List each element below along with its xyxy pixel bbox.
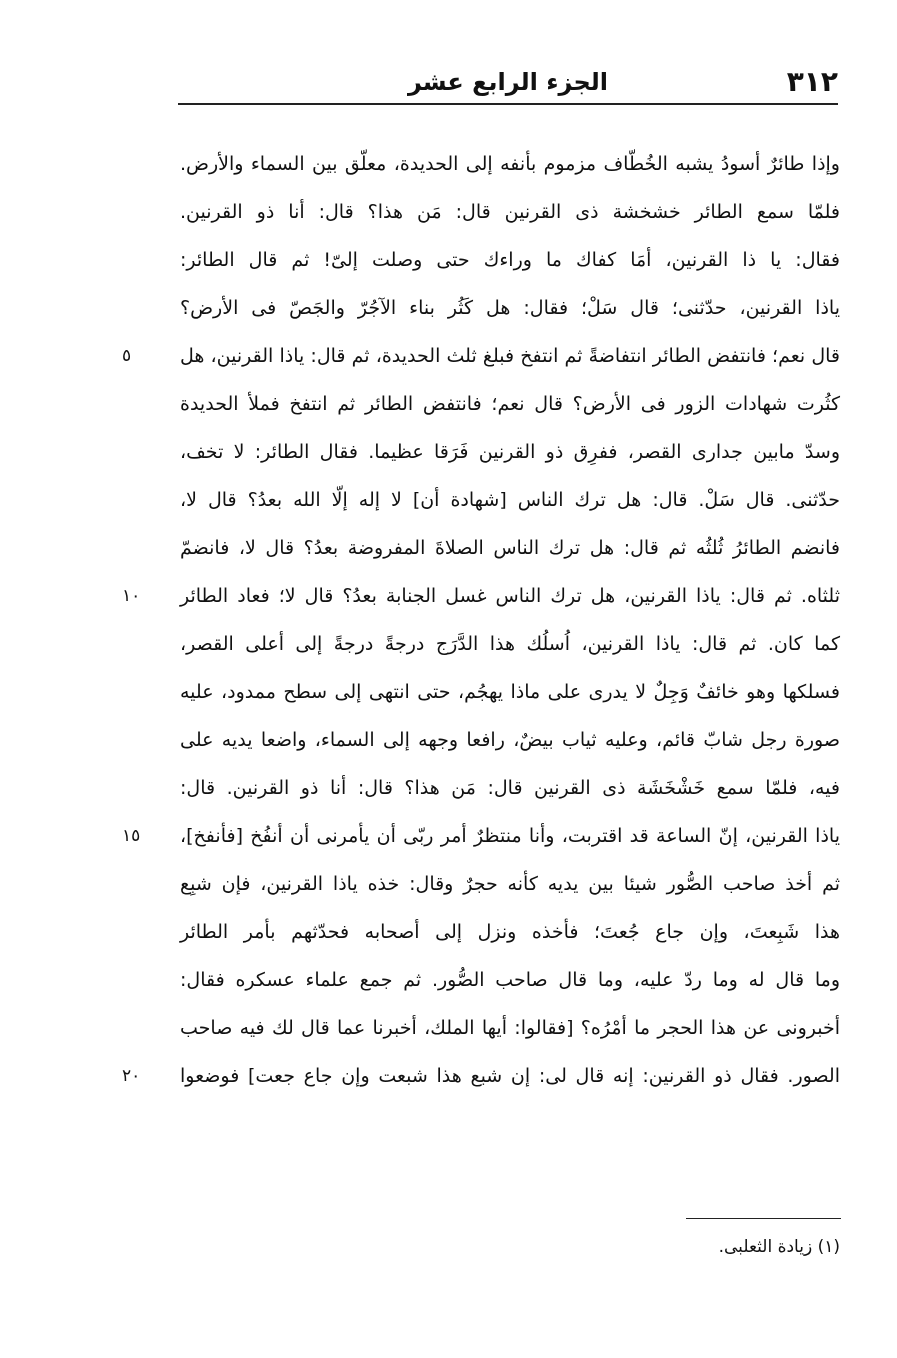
line-text: صورة رجل شابّ قائم، وعليه ثياب بيضٌ، رافعا وجهه إلى السماء، واضعا يديه على [180,729,840,751]
body-text [122,140,840,1100]
line-text: ثم أخذ صاحب الصُّور شيئا بين يديه كأنه حجرٌ وقال: خذه ياذا القرنين، فإن شبِع [180,873,840,895]
line-text: هذا شَبِعتَ، وإن جاع جُعتَ؛ فأخذه ونزل إلى أصحابه فحدّثهم بأمر الطائر [180,921,840,943]
line-text: ثلثاه. ثم قال: ياذا القرنين، هل ترك الناس غسل الجنابة بعدُ؟ قال لا؛ فعاد الطائر [180,585,840,607]
line-text: كثُرت شهادات الزور فى الأرض؟ قال نعم؛ فانتفض الطائر ثم انتفخ فملأ الحديدة [180,393,840,415]
text-line [122,1052,840,1100]
text-line [180,284,840,332]
text-line [180,476,840,524]
line-text: أخبرونى عن هذا الحجر ما أمْرُه؟ [فقالوا: أيها الملك، أخبرنا عما قال لك فيه صاحب [180,1017,840,1039]
text-line [180,860,840,908]
text-line [122,812,840,860]
line-number: ٥ [122,346,132,366]
line-number: ٢٠ [122,1066,141,1086]
page-number: ٣١٢ [786,65,838,98]
line-number: ١٥ [122,826,141,846]
page-header [178,62,838,102]
line-text: كما كان. ثم قال: ياذا القرنين، اُسلُك هذا الدَّرَج درجةً درجةً إلى أعلى القصر، [180,633,840,655]
line-text: ياذا القرنين، حدّثنى؛ قال سَلْ؛ فقال: هل كَثُر بناء الآجُرّ والجَصّ فى الأرض؟ [180,297,840,319]
text-line [180,428,840,476]
footnote: (١) زيادة الثعلبى. [718,1237,840,1257]
text-line [180,764,840,812]
text-line [180,620,840,668]
text-line [180,140,840,188]
line-text: فسلكها وهو خائفٌ وَجِلٌ لا يدرى على ماذا يهجُم، حتى انتهى إلى سطح ممدود، عليه [180,681,840,703]
text-line [180,668,840,716]
line-text: قال نعم؛ فانتفض الطائر انتفاضةً ثم انتفخ فبلغ ثلث الحديدة، ثم قال: ياذا القرنين، هل [180,345,840,367]
line-text: ياذا القرنين، إنّ الساعة قد اقتربت، وأنا منتظرٌ أمر ربّى أن يأمرنى أن أنفُخ [فأنفخ]، [180,825,840,847]
line-text: فيه، فلمّا سمع خَشْخَشَة ذى القرنين قال: مَن هذا؟ قال: أنا ذو القرنين. قال: [180,777,840,799]
line-text: فقال: يا ذا القرنين، أمَا كفاك ما وراءك حتى وصلت إلىّ! ثم قال الطائر: [180,249,840,271]
line-text: فانضم الطائرُ ثُلثُه ثم قال: هل ترك الناس الصلاةَ المفروضة بعدُ؟ قال لا، فانضمّ [180,537,840,559]
line-text: وسدّ مابين جدارى القصر، ففرِق ذو القرنين فَرَقا عظيما. فقال الطائر: لا تخف، [180,441,840,463]
text-line [122,332,840,380]
text-line [180,380,840,428]
text-line [180,1004,840,1052]
text-line [180,188,840,236]
line-text: وما قال له وما ردّ عليه، وما قال صاحب الصُّور. ثم جمع علماء عسكره فقال: [180,969,840,991]
text-line [122,572,840,620]
line-text: الصور. فقال ذو القرنين: إنه قال لى: إن شبع هذا شبعت وإن جاع جعت] فوضعوا [180,1065,840,1087]
running-title: الجزء الرابع عشر [408,68,608,96]
line-text: فلمّا سمع الطائر خشخشة ذى القرنين قال: مَن هذا؟ قال: أنا ذو القرنين. [180,201,840,223]
text-line [180,236,840,284]
line-text: وإذا طائرٌ أسودُ يشبه الخُطّاف مزموم بأنفه إلى الحديدة، معلّق بين السماء والأرض. [180,153,840,175]
header-rule [178,103,838,105]
text-line [180,908,840,956]
text-line [180,524,840,572]
text-line [180,956,840,1004]
line-number: ١٠ [122,586,141,606]
line-text: حدّثنى. قال سَلْ. قال: هل ترك الناس [شهادة أن] لا إله إلّا الله بعدُ؟ قال لا، [180,489,840,511]
text-line [180,716,840,764]
footnote-rule [686,1218,841,1219]
